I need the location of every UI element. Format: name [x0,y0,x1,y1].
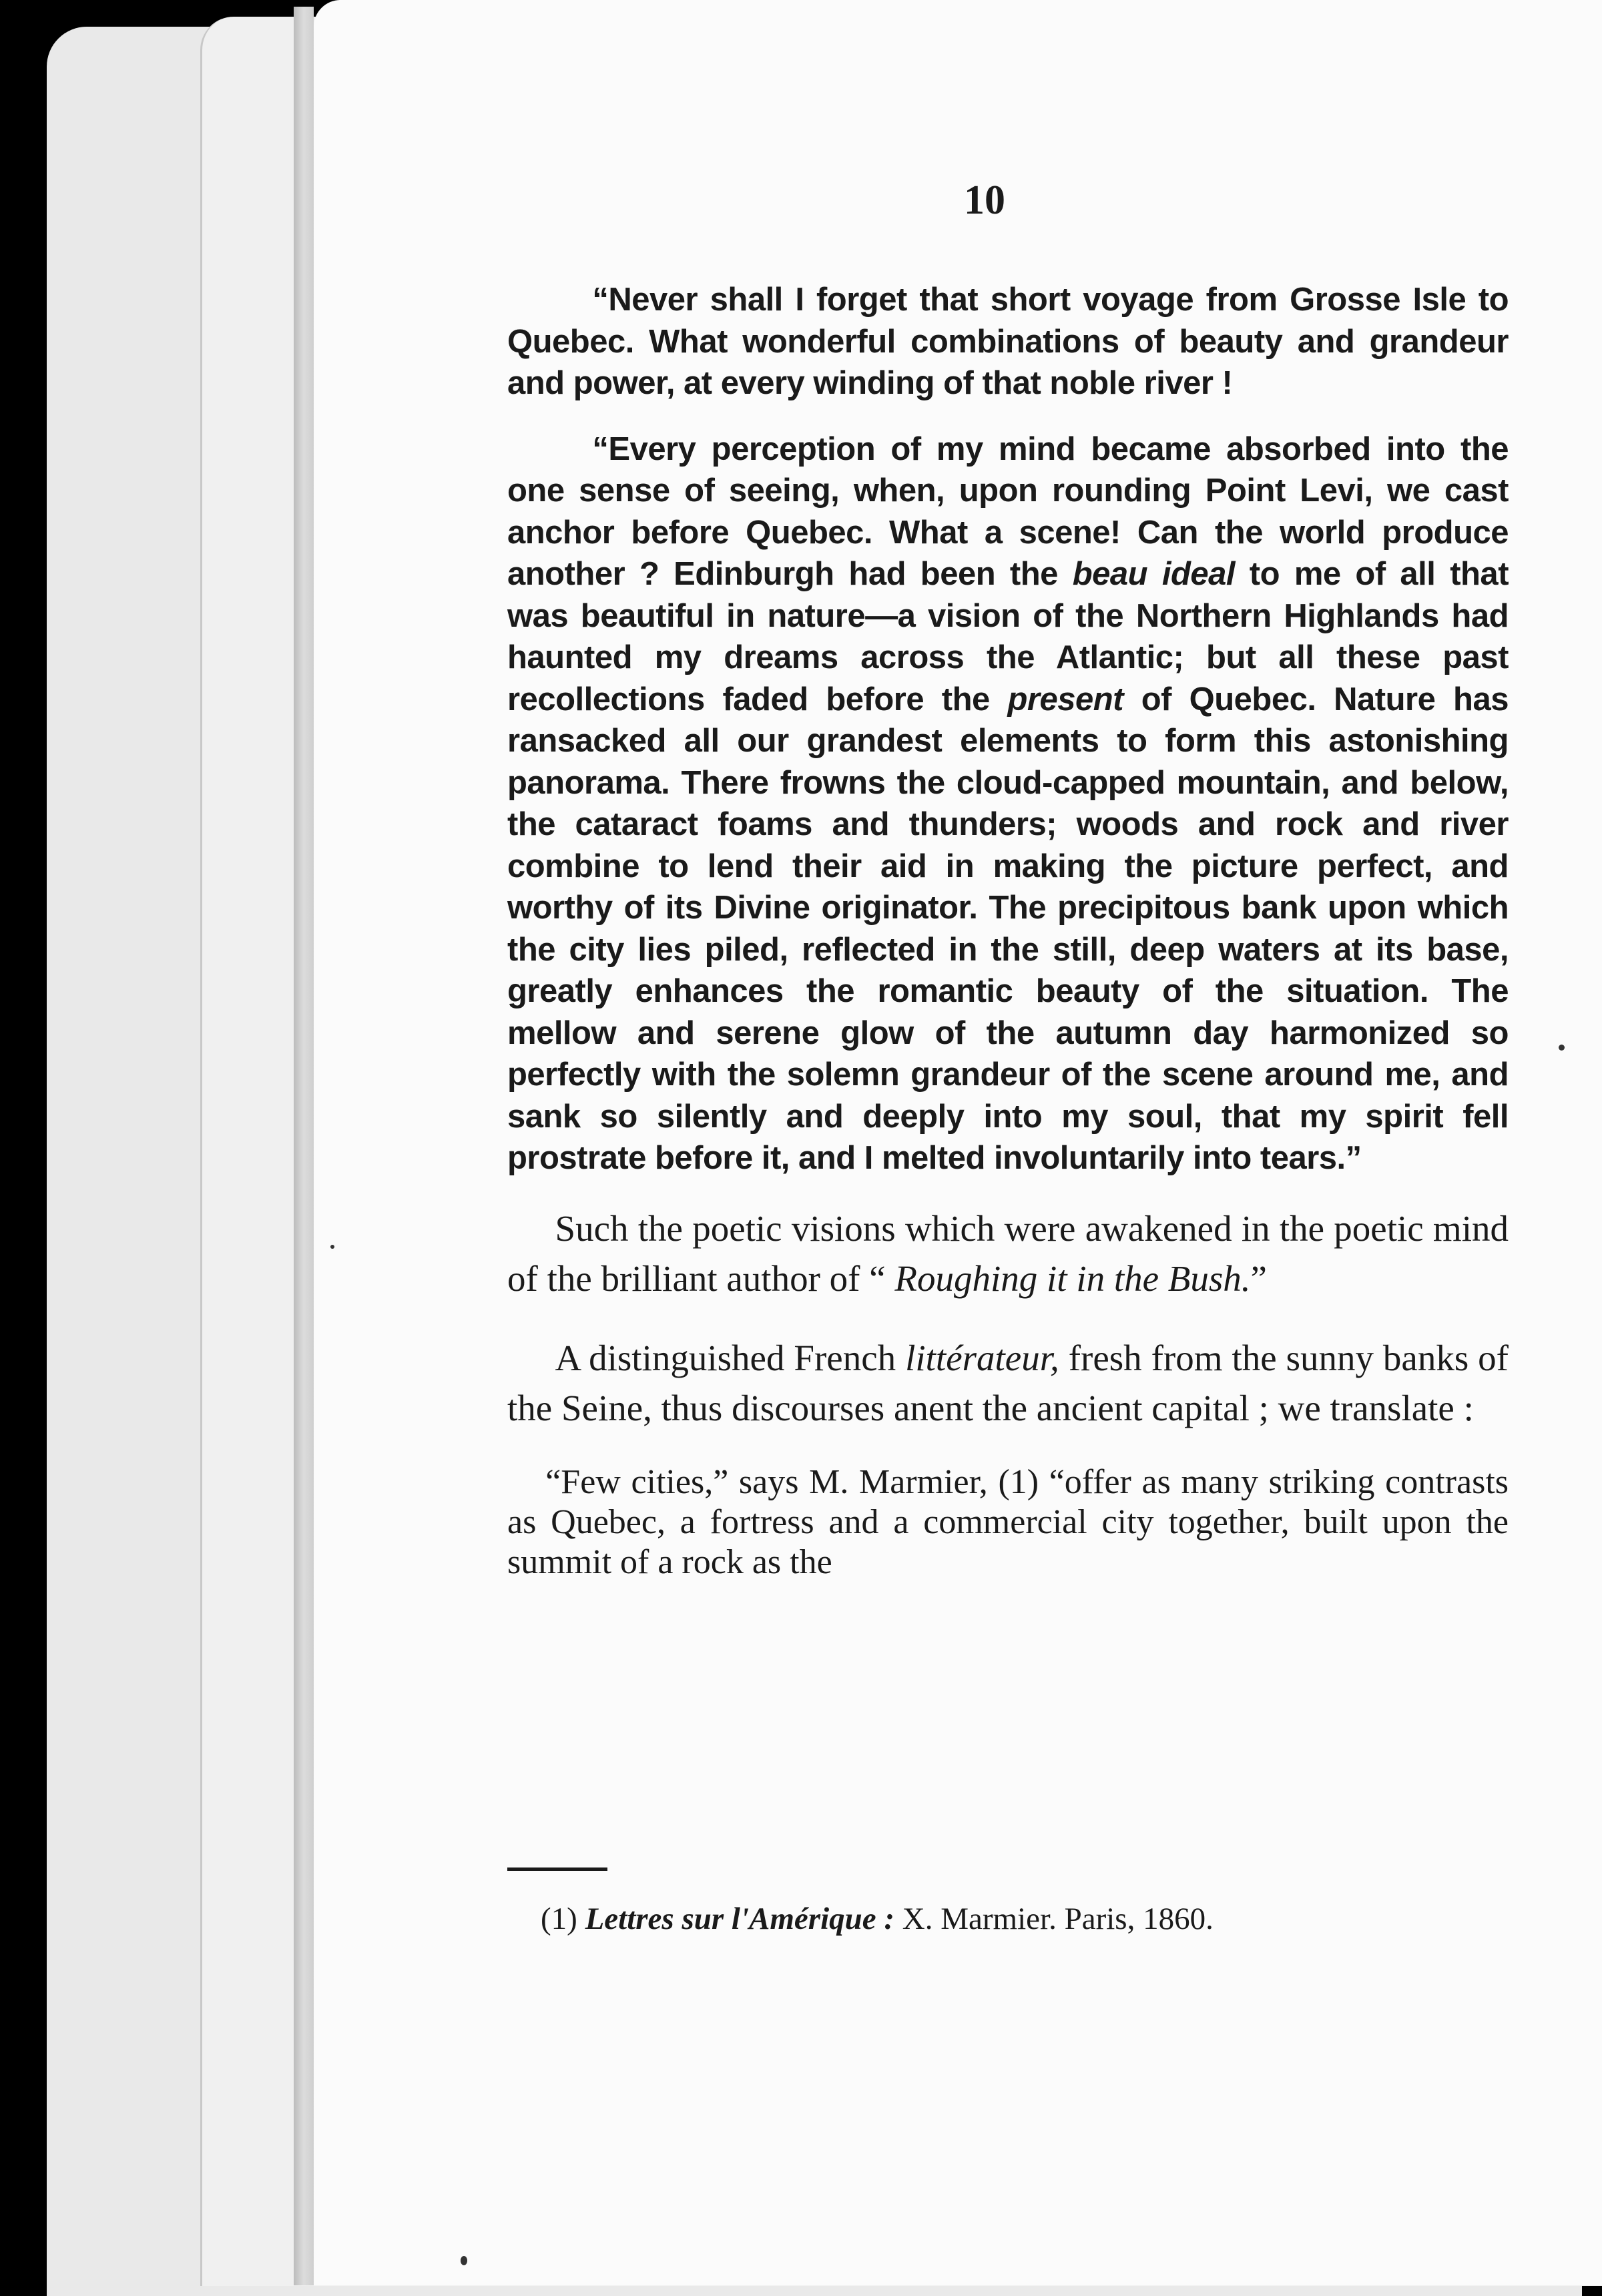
paragraph-poetic-visions [507,1203,1509,1304]
footnote-marker: (1) [541,1902,577,1936]
footnote [541,1899,1509,1939]
text-run: A distinguished French [555,1337,906,1378]
text-run: ” [1250,1257,1267,1299]
page-body [507,279,1509,1583]
print-speck [461,2256,467,2265]
book-page [314,0,1602,2285]
text-run: “Every perception of my mind became absorbed into the one sense of seeing, when, upon rounding Point Levi, we cast anchor before Quebec. What a scene! Can the world produce another ? Edinburgh had been the [507,431,1509,592]
footnote-title: Lettres sur l'Amérique : [585,1902,895,1936]
print-speck [1559,1045,1565,1051]
commentary [507,1203,1509,1433]
quoted-passage [507,279,1509,1179]
paragraph-perception [507,428,1509,1179]
italic-run: littérateur, [905,1337,1059,1378]
italic-run: beau ideal [1072,556,1236,592]
text-run: fresh from the sunny banks of the Seine, thus discourses anent the ancient capital ; we translate : [507,1337,1509,1428]
paragraph-litterateur [507,1333,1509,1433]
marmier-quote [507,1462,1509,1583]
italic-run: Roughing it in the Bush. [894,1257,1251,1299]
paragraph-few-cities: “Few cities,” says M. Marmier, (1) “offer as many striking contrasts as Quebec, a fortress and a commercial city together, built upon the summit of a rock as the [507,1462,1509,1581]
page-gutter-edge [294,7,314,2285]
page-number: 10 [964,178,1005,223]
text-run: Such the poetic visions which were awakened in the poetic mind of the brilliant author of “ [507,1207,1509,1299]
paragraph-voyage: “Never shall I forget that short voyage from Grosse Isle to Quebec. What wonderful combinations of beauty and grandeur and power, at every winding of that noble river ! [507,282,1509,401]
text-run: to me of all that was beautiful in nature—a vision of the Northern Highlands had haunted my dreams across the Atlantic; but all these past recollections faded before the [507,556,1509,718]
italic-run: present [1007,681,1123,718]
print-speck [330,1245,334,1249]
footnote-rule [507,1868,607,1871]
footnote-rest: X. Marmier. Paris, 1860. [894,1902,1214,1936]
text-run: of Quebec. Nature has ransacked all our grandest elements to form this astonishing panorama. There frowns the cloud-capped mountain, and below, the cataract foams and thunders; woods and rock and river combine to lend their aid in making the picture perfect, and worthy of its Divine originator. The precipitous bank upon which the city lies piled, reflected in the still, deep waters at its base, greatly enhances the romantic beauty of the situation. The mellow and serene glow of the autumn day harmonized so perfectly with the solemn grandeur of the scene around me, and sank so silently and deeply into my soul, that my spirit fell prostrate before it, and I melted involuntarily into tears.” [507,681,1509,1176]
